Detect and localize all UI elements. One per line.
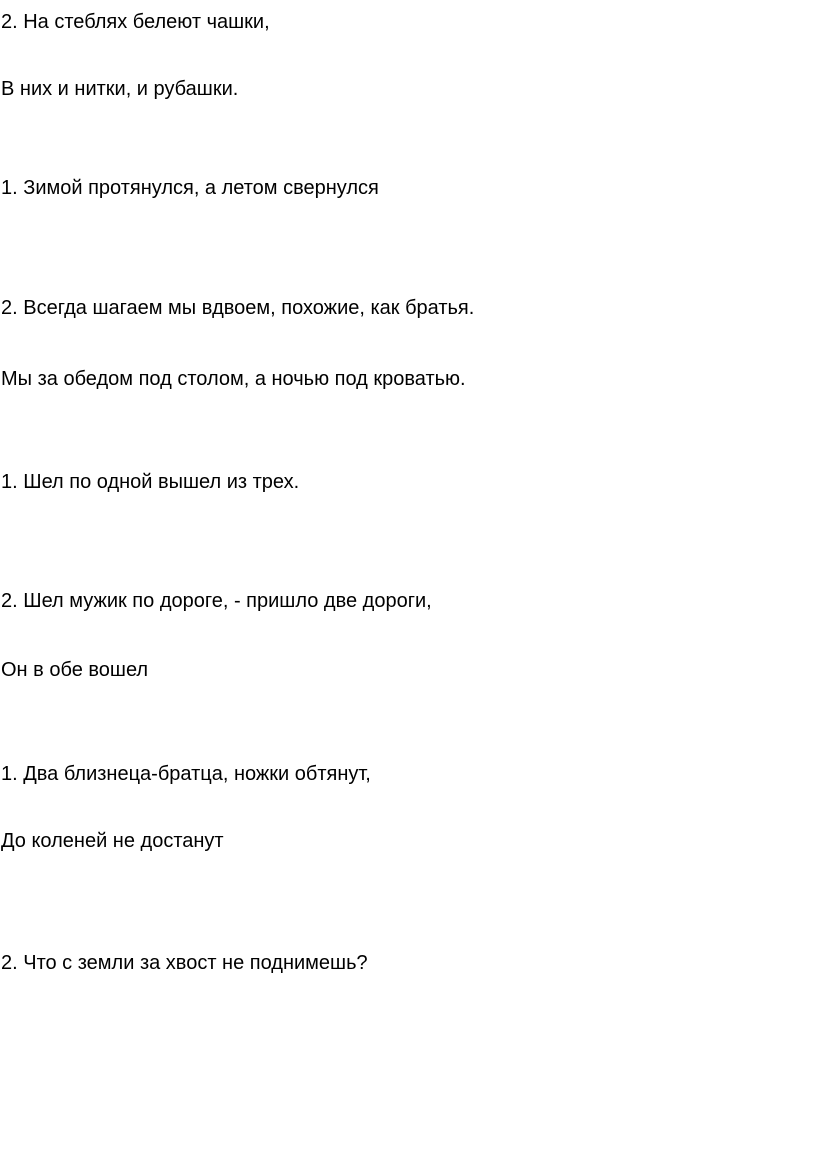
text-line-5: Мы за обедом под столом, а ночью под кроватью. — [1, 368, 466, 390]
text-line-11: 2. Что с земли за хвост не поднимешь? — [1, 952, 368, 974]
text-line-2: В них и нитки, и рубашки. — [1, 78, 239, 100]
text-line-3: 1. Зимой протянулся, а летом свернулся — [1, 177, 379, 199]
text-line-7: 2. Шел мужик по дороге, - пришло две дороги, — [1, 590, 432, 612]
text-line-9: 1. Два близнеца-братца, ножки обтянут, — [1, 763, 371, 785]
text-line-1: 2. На стеблях белеют чашки, — [1, 11, 270, 33]
text-line-8: Он в обе вошел — [1, 659, 149, 681]
text-line-6: 1. Шел по одной вышел из трех. — [1, 471, 300, 493]
text-line-10: До коленей не достанут — [1, 830, 224, 852]
text-line-4: 2. Всегда шагаем мы вдвоем, похожие, как братья. — [1, 297, 475, 319]
